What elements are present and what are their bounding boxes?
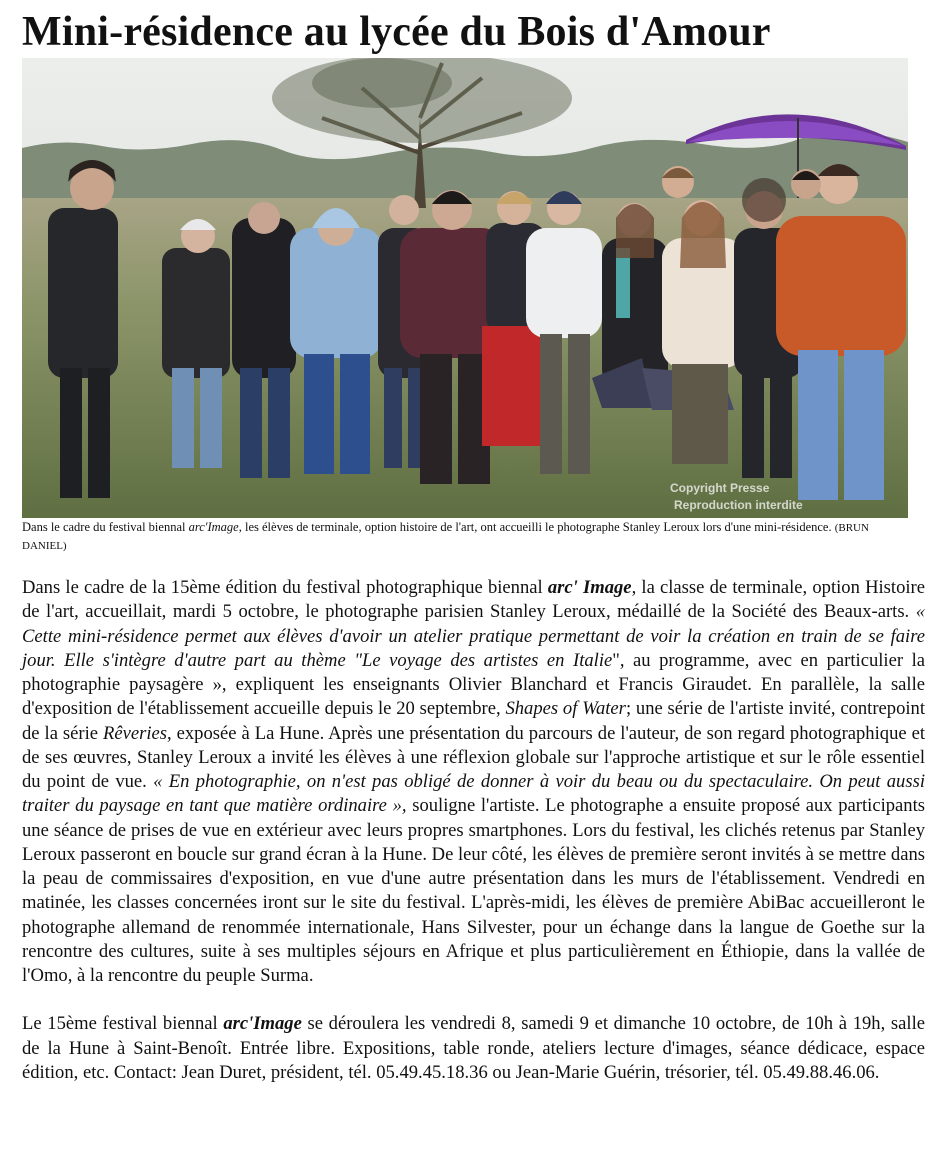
p1-segment: , expliquent les enseignants Olivier Blanchard et Francis Giraudet. En parallèle, la salle d'exposition de l'établissement accueille depuis le 20 septembre, <box>22 674 926 720</box>
article-photo <box>22 58 908 518</box>
caption-festival-name: arc'Image <box>188 520 239 534</box>
p1-segment: ; une série de l'artiste invité, contrepoint de la série <box>22 698 926 744</box>
festival-name: arc'Image <box>223 1013 302 1035</box>
article-paragraph-2 <box>22 1012 925 1085</box>
festival-name: arc' Image <box>547 577 632 598</box>
p1-segment: Dans le cadre de la 15ème édition du festival photographique biennal <box>22 577 548 598</box>
p1-segment: , la classe de terminale, option Histoire de l'art, accueillait, mardi 5 octobre, le photographe parisien Stanley Leroux, médaillé de la Société des Beaux-arts. <box>22 577 925 623</box>
quote-teachers: « Cette mini-résidence permet aux élèves d'avoir un atelier pratique permettant de voir la création en train de se faire jour. Elle s'intègre d'autre part au thème "Le voyage des artistes en Italie <box>22 601 925 671</box>
photo-watermark-line1: Copyright Presse <box>670 481 770 495</box>
photo-watermark-line2: Reproduction interdite <box>674 498 803 512</box>
p2-segment: se déroulera les vendredi 8, samedi 9 et dimanche 10 octobre, de 10h à 19h, salle de la Hune à Saint-Benoît. Entrée libre. Expositions, table ronde, ateliers lecture d'images, séance dédicace, espace édition, etc. Contact: Jean Duret, président, tél. 05.49.45.18.36 ou Jean-Marie Guérin, trésorier, tél. 05.49.88.46.06. <box>22 1013 925 1083</box>
quote-artist: « En photographie, on n'est pas obligé de donner à voir du beau ou du spectaculaire. On peut aussi traiter du paysage en tant que matière ordinaire », <box>22 771 925 817</box>
p1-segment: ", au programme, avec en particulier la photographie paysagère » <box>22 649 925 695</box>
p1-segment: , exposée à La Hune. Après une présentation du parcours de l'auteur, de son regard photographique et de ses œuvres, Stanley Leroux a invité les élèves à une réflexion globale sur l'approche artistique et sur le rôle essentiel du point de vue. <box>22 722 926 792</box>
article-paragraph-1 <box>22 576 925 988</box>
photo-credit: (BRUN DANIEL) <box>22 522 869 552</box>
caption-text-2: , les élèves de terminale, option histoire de l'art, ont accueilli le photographe Stanley Leroux lors d'une mini-résidence. <box>238 520 832 534</box>
article-headline: Mini-résidence au lycée du Bois d'Amour <box>22 9 771 55</box>
series-title-shapes-of-water: Shapes of Water <box>505 698 626 720</box>
article-body <box>22 576 925 1109</box>
photo-caption <box>22 519 902 555</box>
series-title-reveries: Rêveries <box>103 722 168 744</box>
p2-segment: Le 15ème festival biennal <box>22 1013 224 1035</box>
caption-text-1: Dans le cadre du festival biennal <box>22 520 189 534</box>
group-photo-illustration <box>22 58 908 518</box>
p1-segment: souligne l'artiste. Le photographe a ensuite proposé aux participants une séance de prises de vue en extérieur avec leurs propres smartphones. Lors du festival, les clichés retenus par Stanley Leroux passeront en boucle sur grand écran à la Hune. De leur côté, les élèves de première seront invités à se mettre dans la peau de commissaires d'exposition, en vue d'une autre présentation dans les murs de l'établissement. Vendredi en matinée, les classes concernées iront sur le site du festival. L'après-midi, les élèves de première AbiBac accueilleront le photographe allemand de renommée internationale, Hans Silvester, pour un échange dans la langue de Goethe sur la rencontre des cultures, suite à ses multiples séjours en Afrique et plus particulièrement en Éthiopie, dans la vallée de l'Omo, à la rencontre du peuple Surma. <box>22 795 925 986</box>
